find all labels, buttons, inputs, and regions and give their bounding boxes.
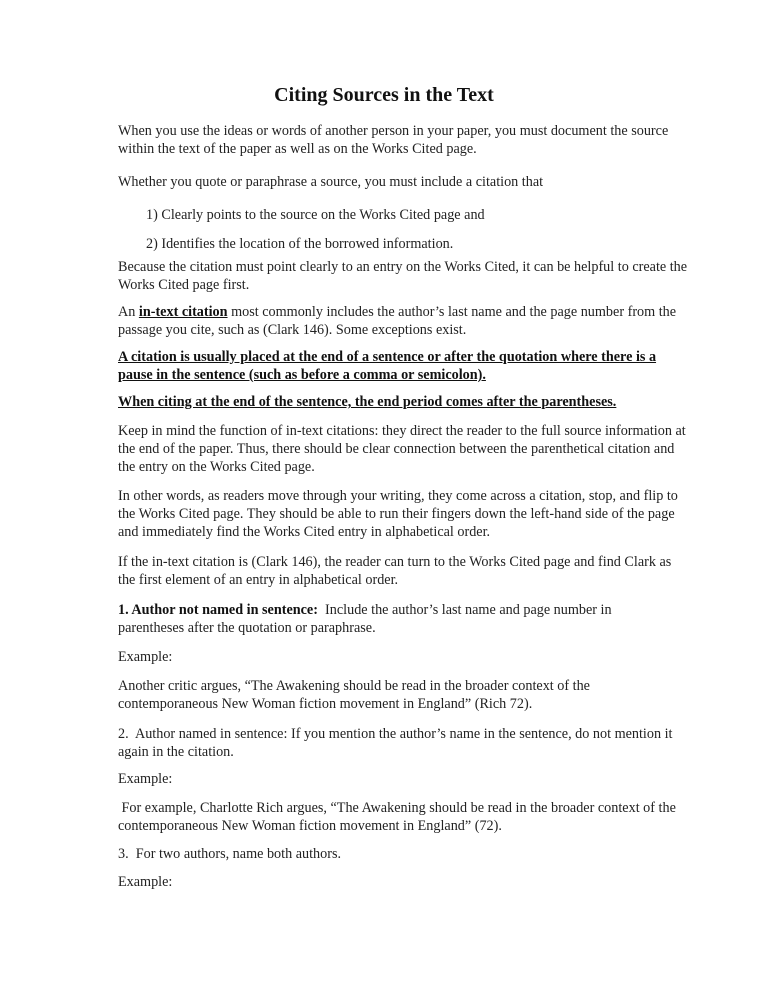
clark-paragraph [118,553,671,589]
line: passage you cite, such as (Clark 146). Some exceptions exist. [118,322,467,338]
case-author-not-named [118,601,612,637]
case-two-authors: 3. For two authors, name both authors. [118,846,342,862]
line: A citation is usually placed at the end of a sentence or after the quotation where there is a [118,349,657,365]
line: within the text of the paper as well as on the Works Cited page. [118,141,477,157]
text: Include the author’s last name and page number in [317,602,612,618]
line: the first element of an entry in alphabetical order. [118,572,399,588]
line: When you use the ideas or words of another person in your paper, you must document the source [118,123,669,139]
text: An [118,304,139,320]
line: In other words, as readers move through your writing, they come across a citation, stop, and flip to [118,488,678,504]
line: Works Cited page first. [118,277,250,293]
line: Whether you quote or paraphrase a source, you must include a citation that [118,174,544,190]
line [118,303,676,321]
case-author-named [118,725,673,761]
line: pause in the sentence (such as before a comma or semicolon). [118,367,486,383]
intro-paragraph [118,122,668,158]
line: Because the citation must point clearly to an entry on the Works Cited, it can be helpful to create the [118,259,688,275]
placement-rule [118,348,656,384]
page-title: Citing Sources in the Text [274,84,494,106]
function-paragraph [118,422,686,476]
line [118,601,612,619]
line: the end of the paper. Thus, there should be clear connection between the parenthetical citation and [118,441,675,457]
example-label: Example: [118,771,173,787]
in-text-citation-paragraph [118,303,676,339]
line: When citing at the end of the sentence, the end period comes after the parentheses. [118,394,617,410]
example-label: Example: [118,874,173,890]
line: contemporaneous New Woman fiction movement in England” (72). [118,818,502,834]
period-rule [118,393,616,411]
works-cited-paragraph [118,258,687,294]
line: 2. Author named in sentence: If you mention the author’s name in the sentence, do not mention it [118,726,673,742]
line: 2) Identifies the location of the borrowed information. [146,236,454,252]
readers-paragraph [118,487,678,541]
example-1 [118,677,590,713]
line: parentheses after the quotation or paraphrase. [118,620,376,636]
example-2 [118,799,676,835]
list-item [146,206,485,224]
line: and immediately find the Works Cited entry in alphabetical order. [118,524,491,540]
term-in-text-citation: in-text citation [138,304,228,320]
text: most commonly includes the author’s last name and the page number from the [227,304,677,320]
line: the Works Cited page. They should be able to run their fingers down the left-hand side of the page [118,506,675,522]
citation-requirement [118,173,543,191]
line: Another critic argues, “The Awakening should be read in the broader context of the [118,678,590,694]
line: again in the citation. [118,744,234,760]
line: If the in-text citation is (Clark 146), the reader can turn to the Works Cited page and find Clark as [118,554,672,570]
line: the entry on the Works Cited page. [118,459,315,475]
line: contemporaneous New Woman fiction movement in England” (Rich 72). [118,696,533,712]
list-item [146,235,453,253]
example-label: Example: [118,649,173,665]
case-heading: 1. Author not named in sentence: [118,602,318,618]
line: Keep in mind the function of in-text citations: they direct the reader to the full source information at [118,423,686,439]
line: For example, Charlotte Rich argues, “The Awakening should be read in the broader context of the [118,800,676,816]
line: 1) Clearly points to the source on the Works Cited page and [146,207,485,223]
